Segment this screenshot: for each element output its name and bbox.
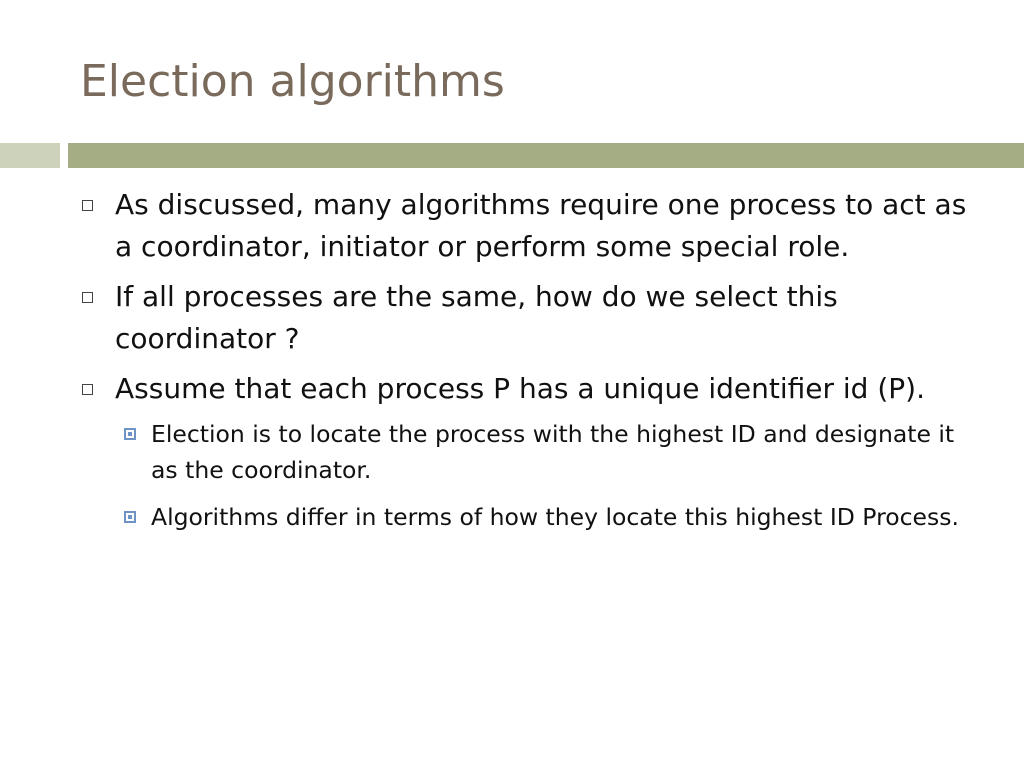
bullet-text: As discussed, many algorithms require one process to act as a coordinator, initiator or perform some special role. xyxy=(115,188,967,263)
slide-title: Election algorithms xyxy=(80,56,505,107)
square-bullet-icon xyxy=(82,384,93,395)
bullet-text: Assume that each process P has a unique identifier id (P). xyxy=(115,372,925,405)
square-bullet-icon xyxy=(82,200,93,211)
bullet-item xyxy=(0,276,1024,360)
title-divider-right xyxy=(68,143,1024,168)
sub-bullet-item xyxy=(0,499,1024,535)
title-divider-left xyxy=(0,143,60,168)
sub-bullet-text: Algorithms differ in terms of how they locate this highest ID Process. xyxy=(151,503,959,531)
sub-bullet-list xyxy=(0,416,1024,535)
square-bullet-icon xyxy=(82,292,93,303)
bullet-item xyxy=(0,184,1024,268)
filled-square-bullet-icon xyxy=(124,511,136,523)
bullet-text: If all processes are the same, how do we select this coordinator ? xyxy=(115,280,838,355)
filled-square-bullet-icon xyxy=(124,428,136,440)
bullet-item xyxy=(0,368,1024,410)
sub-bullet-item xyxy=(0,416,1024,488)
sub-bullet-text: Election is to locate the process with the highest ID and designate it as the coordinator. xyxy=(151,420,955,484)
slide-content xyxy=(0,184,1024,546)
